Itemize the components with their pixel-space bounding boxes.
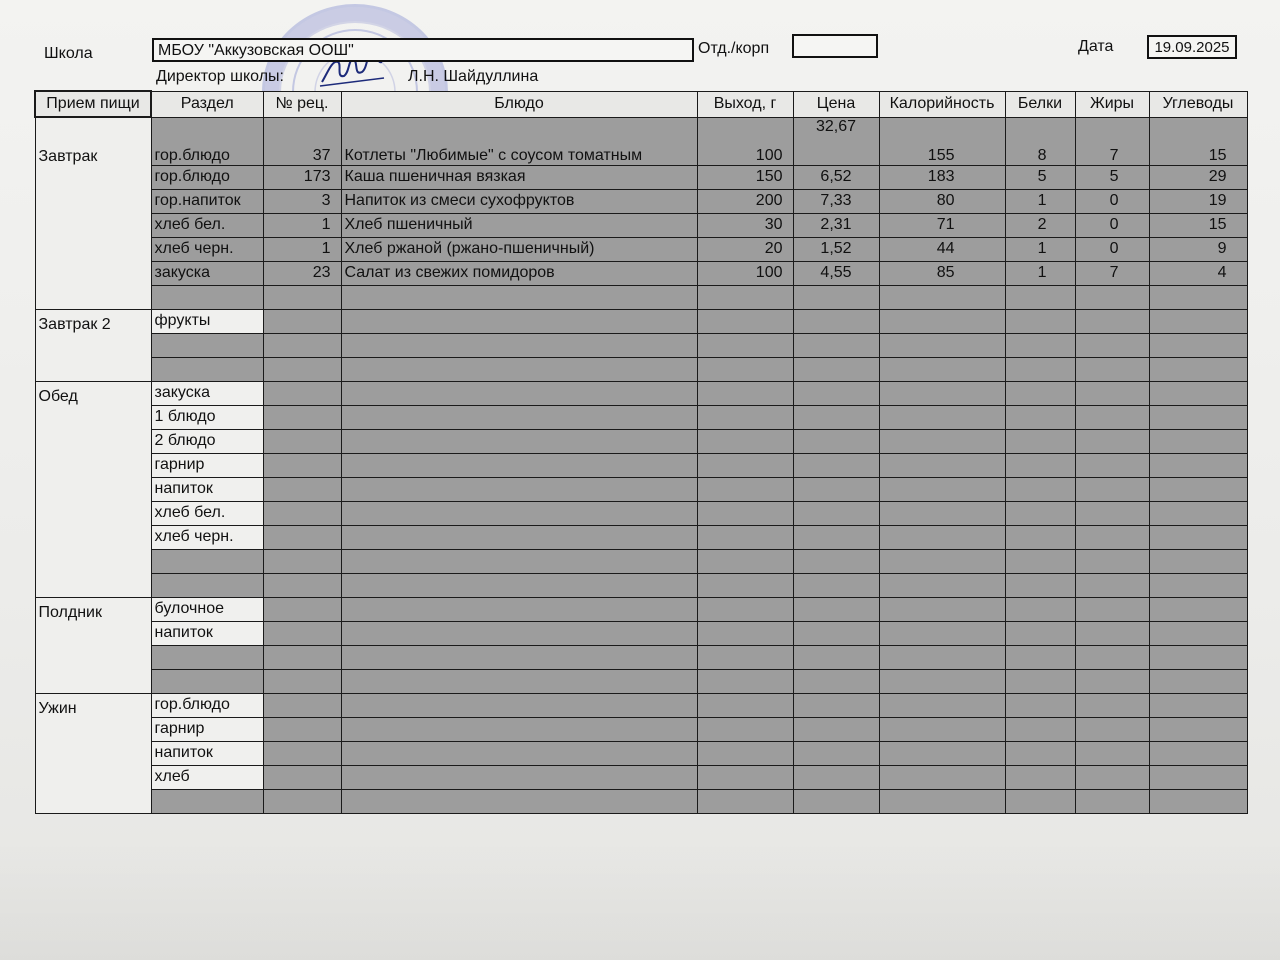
cell-section: хлеб бел. bbox=[151, 501, 263, 525]
table-row bbox=[35, 573, 1247, 597]
school-name-field[interactable]: МБОУ "Аккузовская ООШ" bbox=[152, 38, 694, 62]
cell-fat: 0 bbox=[1075, 189, 1149, 213]
cell-fat: 5 bbox=[1075, 165, 1149, 189]
cell-protein: 2 bbox=[1005, 213, 1075, 237]
table-row bbox=[35, 357, 1247, 381]
col-carbs: Углеводы bbox=[1149, 91, 1247, 117]
cell-section: гор.блюдо bbox=[151, 165, 263, 189]
cell-section: гарнир bbox=[151, 717, 263, 741]
table-row bbox=[35, 429, 1247, 453]
table-row bbox=[35, 309, 1247, 333]
cell-protein: 1 bbox=[1005, 237, 1075, 261]
cell-recipe: 3 bbox=[263, 189, 341, 213]
cell-carbs: 4 bbox=[1149, 261, 1247, 285]
menu-table bbox=[34, 90, 1248, 814]
table-row bbox=[35, 237, 1247, 261]
table-row bbox=[35, 453, 1247, 477]
cell-fat: 0 bbox=[1075, 237, 1149, 261]
cell-dish: Салат из свежих помидоров bbox=[341, 261, 697, 285]
col-recipe: № рец. bbox=[263, 91, 341, 117]
cell-section: фрукты bbox=[151, 309, 263, 333]
cell-recipe: 1 bbox=[263, 213, 341, 237]
cell-price: 1,52 bbox=[793, 237, 879, 261]
cell-calories: 155 bbox=[879, 117, 1005, 165]
date-field[interactable]: 19.09.2025 bbox=[1147, 35, 1237, 59]
table-row bbox=[35, 189, 1247, 213]
cell-carbs: 29 bbox=[1149, 165, 1247, 189]
table-row bbox=[35, 477, 1247, 501]
table-row bbox=[35, 789, 1247, 813]
cell-section: гор.блюдо bbox=[151, 693, 263, 717]
cell-price: 6,52 bbox=[793, 165, 879, 189]
cell-recipe: 173 bbox=[263, 165, 341, 189]
cell-yield: 30 bbox=[697, 213, 793, 237]
table-row bbox=[35, 333, 1247, 357]
cell-calories: 183 bbox=[879, 165, 1005, 189]
cell-calories: 71 bbox=[879, 213, 1005, 237]
table-row bbox=[35, 213, 1247, 237]
dept-label: Отд./корп bbox=[698, 40, 770, 57]
paper-shadow bbox=[0, 840, 1280, 960]
cell-calories: 80 bbox=[879, 189, 1005, 213]
table-row bbox=[35, 525, 1247, 549]
cell-section: гор.напиток bbox=[151, 189, 263, 213]
table-row bbox=[35, 717, 1247, 741]
cell-carbs: 15 bbox=[1149, 117, 1247, 165]
cell-calories: 85 bbox=[879, 261, 1005, 285]
meal-breakfast: Завтрак bbox=[35, 117, 151, 309]
school-label: Школа bbox=[44, 45, 93, 62]
cell-carbs: 9 bbox=[1149, 237, 1247, 261]
cell-section: закуска bbox=[151, 381, 263, 405]
cell-dish: Котлеты "Любимые" с соусом томатным bbox=[341, 117, 697, 165]
col-calories: Калорийность bbox=[879, 91, 1005, 117]
cell-section: гарнир bbox=[151, 453, 263, 477]
cell-carbs: 19 bbox=[1149, 189, 1247, 213]
cell-section: напиток bbox=[151, 621, 263, 645]
cell-calories: 44 bbox=[879, 237, 1005, 261]
cell-fat: 7 bbox=[1075, 261, 1149, 285]
cell-yield: 100 bbox=[697, 117, 793, 165]
cell-section: хлеб бел. bbox=[151, 213, 263, 237]
table-row bbox=[35, 381, 1247, 405]
cell-section: 2 блюдо bbox=[151, 429, 263, 453]
table-row bbox=[35, 117, 1247, 165]
cell-price: 7,33 bbox=[793, 189, 879, 213]
cell-yield: 200 bbox=[697, 189, 793, 213]
table-row bbox=[35, 645, 1247, 669]
col-meal: Прием пищи bbox=[35, 91, 151, 117]
col-price: Цена bbox=[793, 91, 879, 117]
date-label: Дата bbox=[1078, 38, 1114, 55]
table-row bbox=[35, 165, 1247, 189]
cell-section: закуска bbox=[151, 261, 263, 285]
cell-yield: 150 bbox=[697, 165, 793, 189]
cell-section: хлеб черн. bbox=[151, 525, 263, 549]
cell-protein: 1 bbox=[1005, 261, 1075, 285]
cell-price: 2,31 bbox=[793, 213, 879, 237]
cell-section: хлеб bbox=[151, 765, 263, 789]
cell-price: 32,67 bbox=[793, 117, 879, 165]
cell-dish: Каша пшеничная вязкая bbox=[341, 165, 697, 189]
table-row bbox=[35, 597, 1247, 621]
col-yield: Выход, г bbox=[697, 91, 793, 117]
cell-yield: 100 bbox=[697, 261, 793, 285]
cell-dish: Напиток из смеси сухофруктов bbox=[341, 189, 697, 213]
col-fat: Жиры bbox=[1075, 91, 1149, 117]
cell-section: напиток bbox=[151, 741, 263, 765]
table-row bbox=[35, 261, 1247, 285]
cell-fat: 0 bbox=[1075, 213, 1149, 237]
cell-recipe: 1 bbox=[263, 237, 341, 261]
table-row bbox=[35, 549, 1247, 573]
menu-table-wrapper bbox=[34, 90, 1248, 814]
cell-protein: 5 bbox=[1005, 165, 1075, 189]
table-row bbox=[35, 669, 1247, 693]
col-dish: Блюдо bbox=[341, 91, 697, 117]
cell-recipe: 23 bbox=[263, 261, 341, 285]
cell-dish: Хлеб ржаной (ржано-пшеничный) bbox=[341, 237, 697, 261]
table-row bbox=[35, 741, 1247, 765]
director-label: Директор школы: bbox=[156, 68, 284, 85]
cell-section: булочное bbox=[151, 597, 263, 621]
table-header-row bbox=[35, 91, 1247, 117]
table-row bbox=[35, 765, 1247, 789]
cell-price: 4,55 bbox=[793, 261, 879, 285]
cell-recipe: 37 bbox=[263, 117, 341, 165]
col-protein: Белки bbox=[1005, 91, 1075, 117]
cell-carbs: 15 bbox=[1149, 213, 1247, 237]
cell-protein: 8 bbox=[1005, 117, 1075, 165]
cell-section: гор.блюдо bbox=[151, 117, 263, 165]
cell-protein: 1 bbox=[1005, 189, 1075, 213]
col-section: Раздел bbox=[151, 91, 263, 117]
table-row bbox=[35, 405, 1247, 429]
table-row bbox=[35, 285, 1247, 309]
dept-field[interactable] bbox=[792, 34, 878, 58]
cell-section: хлеб черн. bbox=[151, 237, 263, 261]
table-row bbox=[35, 693, 1247, 717]
table-row bbox=[35, 621, 1247, 645]
cell-dish: Хлеб пшеничный bbox=[341, 213, 697, 237]
cell-section: напиток bbox=[151, 477, 263, 501]
cell-fat: 7 bbox=[1075, 117, 1149, 165]
meal-lunch: Обед bbox=[35, 381, 151, 597]
meal-snack: Полдник bbox=[35, 597, 151, 693]
cell-section: 1 блюдо bbox=[151, 405, 263, 429]
cell-yield: 20 bbox=[697, 237, 793, 261]
meal-dinner: Ужин bbox=[35, 693, 151, 813]
director-name: Л.Н. Шайдуллина bbox=[408, 68, 539, 85]
meal-breakfast2: Завтрак 2 bbox=[35, 309, 151, 381]
table-row bbox=[35, 501, 1247, 525]
